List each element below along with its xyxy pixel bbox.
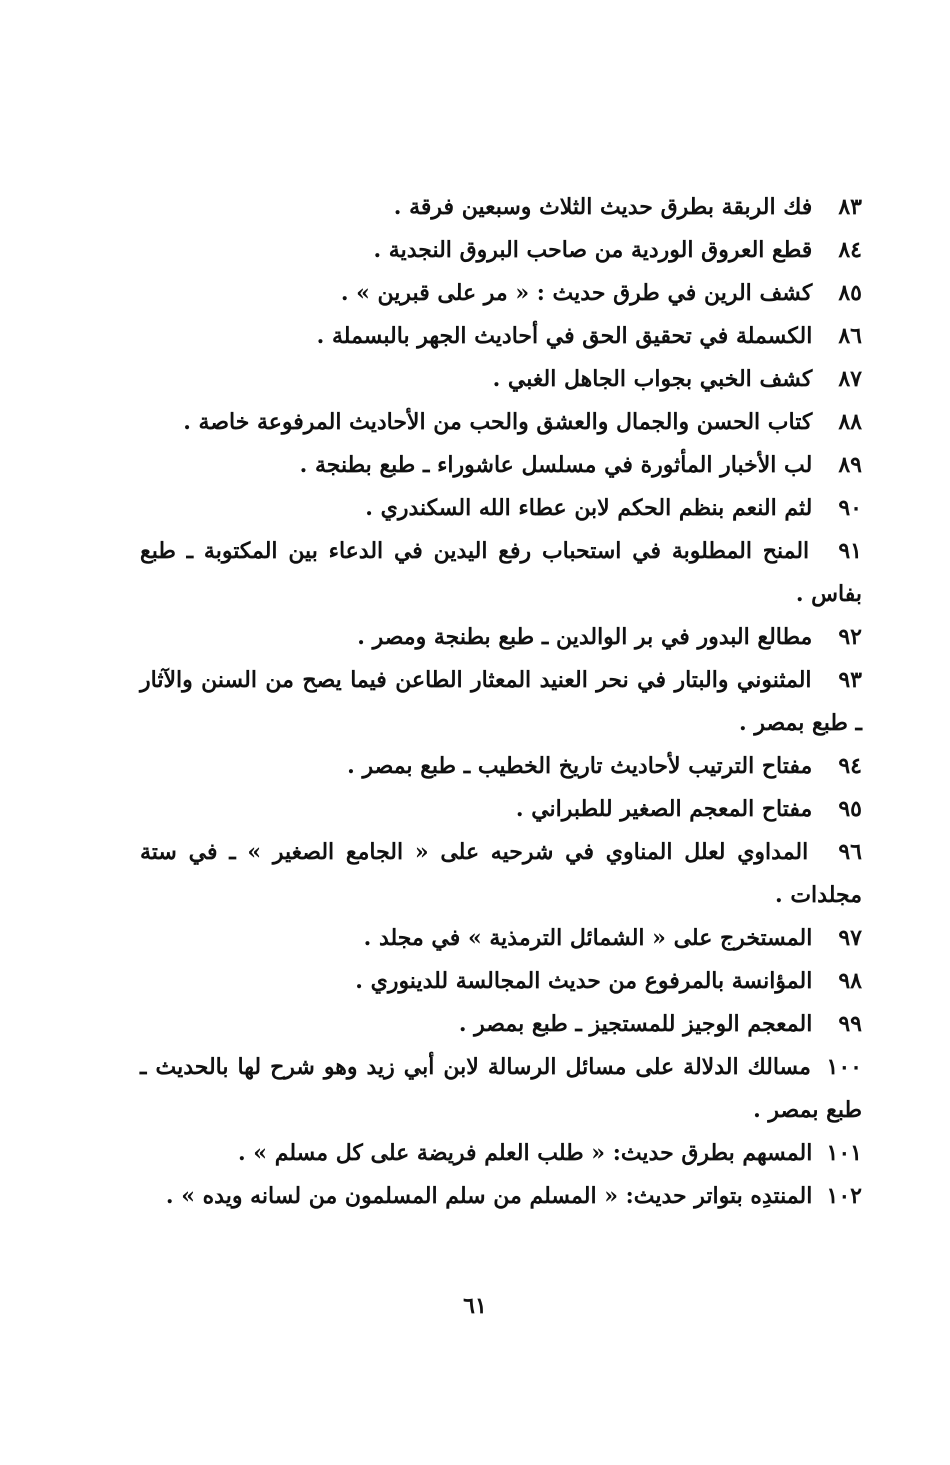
entry-text: مسالك الدلالة على مسائل الرسالة لابن أبي زيد وهو شرح لها بالحديث ـ طبع بمصر .	[140, 1054, 862, 1123]
list-item	[140, 358, 862, 401]
entry-text: المؤانسة بالمرفوع من حديث المجالسة للدينوري .	[355, 968, 813, 994]
list-item	[140, 530, 862, 616]
entry-number: ٩٣	[838, 667, 862, 693]
list-item	[140, 401, 862, 444]
list-item	[140, 1175, 862, 1218]
entry-number: ٩٢	[838, 624, 862, 650]
entry-text: لثم النعم بنظم الحكم لابن عطاء الله السكندري .	[365, 495, 813, 521]
entry-number: ٩٨	[838, 968, 862, 994]
entry-text: المثنوني والبتار في نحر العنيد المعثار الطاعن فيما يصح من السنن والآثار ـ طبع بمصر .	[140, 667, 862, 736]
entry-number: ٨٥	[838, 280, 862, 306]
list-item	[140, 917, 862, 960]
entry-text: المداوي لعلل المناوي في شرحيه على « الجامع الصغير » ـ في ستة مجلدات .	[140, 839, 862, 908]
entry-text: مطالع البدور في بر الوالدين ـ طبع بطنجة ومصر .	[357, 624, 813, 650]
list-item	[140, 831, 862, 917]
entry-text: لب الأخبار المأثورة في مسلسل عاشوراء ـ طبع بطنجة .	[299, 452, 813, 478]
entry-number: ٨٣	[838, 194, 862, 220]
list-item	[140, 186, 862, 229]
entry-number: ٩٩	[838, 1011, 862, 1037]
entry-number: ١٠٢	[826, 1183, 862, 1209]
entry-text: المنح المطلوبة في استحباب رفع اليدين في الدعاء بين المكتوبة ـ طبع بفاس .	[140, 538, 862, 607]
page-number: ٦١	[463, 1293, 487, 1319]
entry-text: المستخرج على « الشمائل الترمذية » في مجلد .	[363, 925, 813, 951]
entry-text: كتاب الحسن والجمال والعشق والحب من الأحاديث المرفوعة خاصة .	[183, 409, 813, 435]
entry-text: المعجم الوجيز للمستجيز ـ طبع بمصر .	[458, 1011, 813, 1037]
entry-number: ٩٥	[838, 796, 862, 822]
list-item	[140, 659, 862, 745]
entry-text: مفتاح الترتيب لأحاديث تاريخ الخطيب ـ طبع بمصر .	[347, 753, 813, 779]
entry-number: ١٠٠	[826, 1054, 862, 1080]
list-item	[140, 960, 862, 1003]
entry-number: ٩٦	[838, 839, 862, 865]
list-item	[140, 229, 862, 272]
entry-text: مفتاح المعجم الصغير للطبراني .	[515, 796, 813, 822]
bibliography-list	[140, 186, 862, 1218]
entry-number: ٨٨	[838, 409, 862, 435]
list-item	[140, 315, 862, 358]
entry-text: كشف الرين في طرق حديث : « مر على قبرين » .	[340, 280, 813, 306]
entry-text: المسهم بطرق حديث: « طلب العلم فريضة على كل مسلم » .	[237, 1140, 813, 1166]
entry-number: ٩١	[838, 538, 862, 564]
entry-number: ١٠١	[826, 1140, 862, 1166]
entry-number: ٨٦	[838, 323, 862, 349]
entry-number: ٩٠	[838, 495, 862, 521]
list-item	[140, 1003, 862, 1046]
list-item	[140, 616, 862, 659]
entry-number: ٨٤	[838, 237, 862, 263]
entry-text: فك الربقة بطرق حديث الثلاث وسبعين فرقة .	[393, 194, 813, 220]
entry-text: قطع العروق الوردية من صاحب البروق النجدية .	[373, 237, 813, 263]
entry-text: كشف الخبي بجواب الجاهل الغبي .	[492, 366, 813, 392]
entry-number: ٨٧	[838, 366, 862, 392]
list-item	[140, 487, 862, 530]
list-item	[140, 745, 862, 788]
list-item	[140, 272, 862, 315]
entry-text: الكسملة في تحقيق الحق في أحاديث الجهر بالبسملة .	[316, 323, 813, 349]
list-item	[140, 1046, 862, 1132]
entry-text: المنتدِه بتواتر حديث: « المسلم من سلم المسلمون من لسانه ويده » .	[165, 1183, 813, 1209]
list-item	[140, 788, 862, 831]
entry-number: ٩٧	[838, 925, 862, 951]
list-item	[140, 1132, 862, 1175]
list-item	[140, 444, 862, 487]
entry-number: ٩٤	[838, 753, 862, 779]
entry-number: ٨٩	[838, 452, 862, 478]
